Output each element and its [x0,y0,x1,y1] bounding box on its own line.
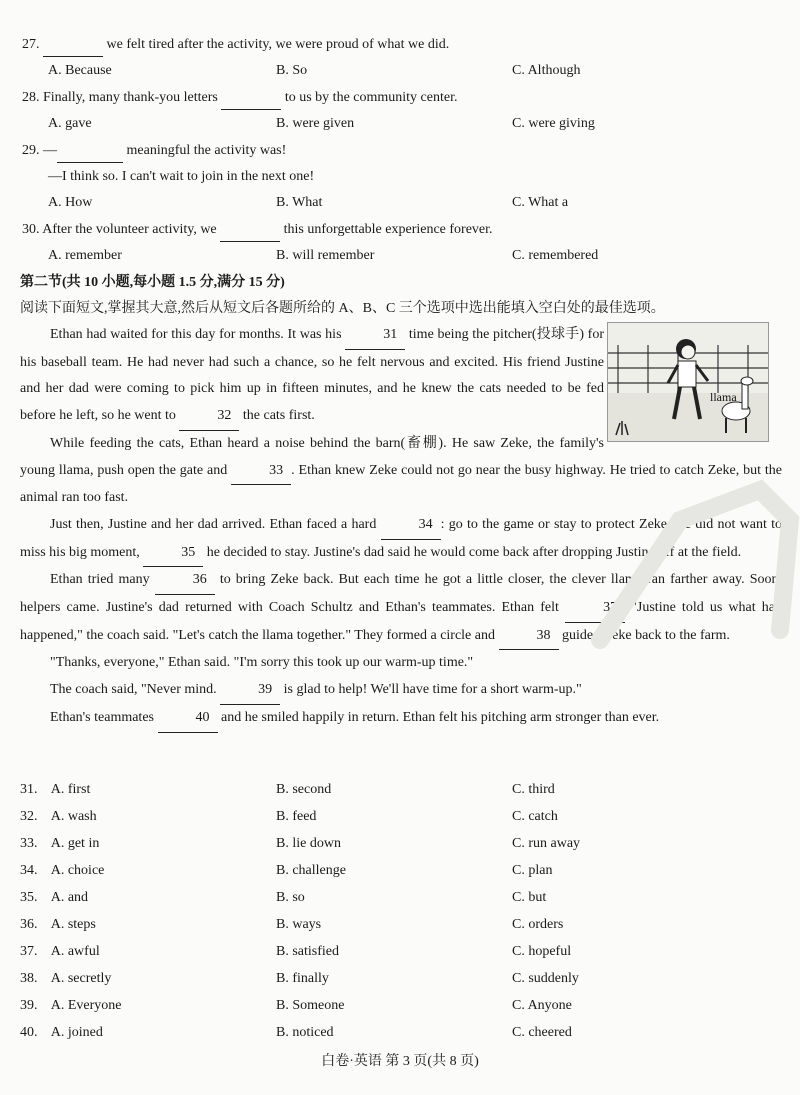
options-row-37: 37. A. awful [20,944,100,959]
option-c[interactable]: C. plan [512,863,553,878]
option-b[interactable]: B. will remember [276,248,375,263]
question-number: 27. [22,37,40,52]
question-number: 28. [22,90,40,105]
answer-blank[interactable] [221,87,281,110]
option-a[interactable]: A. How [48,195,93,210]
boy-and-llama-drawing [608,323,768,441]
option-c[interactable]: C. orders [512,917,564,932]
option-c[interactable]: C. were giving [512,116,595,131]
question-text: this unforgettable experience forever. [280,222,493,237]
option-b[interactable]: B. so [276,890,305,905]
question-text: After the volunteer activity, we [42,222,221,237]
answer-blank[interactable] [43,34,103,57]
paragraph-7: Ethan's teammates 40 and he smiled happily in return. Ethan felt his pitching arm stronger than ever. [20,705,782,733]
option-c[interactable]: C. remembered [512,248,599,263]
question-text: Finally, many thank-you letters [43,90,222,105]
question-text: we felt tired after the activity, we were proud of what we did. [103,37,450,52]
llama-label: llama [710,390,737,404]
option-a[interactable]: A. Because [48,63,112,78]
question-number: 29. [22,143,40,158]
option-a[interactable]: A. joined [50,1025,103,1040]
options-row-40: 40. A. joined [20,1025,103,1040]
question-27 [22,34,782,57]
blank-37[interactable]: 37 [565,595,625,623]
page-footer: 白卷·英语 第 3 页(共 8 页) [321,1054,479,1069]
option-b[interactable]: B. finally [276,971,329,986]
option-a[interactable]: A. gave [48,116,92,131]
question-29 [22,140,782,163]
option-b[interactable]: B. noticed [276,1025,334,1040]
answer-blank[interactable] [220,219,280,242]
option-c[interactable]: C. catch [512,809,558,824]
option-a[interactable]: A. get in [50,836,100,851]
options-row-34: 34. A. choice [20,863,105,878]
paragraph-4: Ethan tried many 36 to bring Zeke back. But each time he got a little closer, the clever llama ran farther away. Soon, helpers came. Justine's dad returned with Coach Schultz and Ethan's teammates. Ethan felt 37 "Justine told us what had happened," the coach said. "Let's catch the llama together." They formed a circle and 38 guided Zeke back to the farm. [20,567,782,650]
paragraph-6: The coach said, "Never mind. 39 is glad to help! We'll have time for a short warm-up." [20,677,782,705]
options-row-32: 32. A. wash [20,809,97,824]
options-row-38: 38. A. secretly [20,971,112,986]
section-heading: 第二节(共 10 小题,每小题 1.5 分,满分 15 分) [20,275,285,290]
question-number: 30. [22,222,40,237]
options-row-39: 39. A. Everyone [20,998,122,1013]
option-b[interactable]: B. satisfied [276,944,339,959]
option-b[interactable]: B. ways [276,917,322,932]
option-c[interactable]: C. run away [512,836,581,851]
option-b[interactable]: B. second [276,782,332,797]
option-b[interactable]: B. What [276,195,323,210]
blank-39[interactable]: 39 [220,677,280,705]
option-b[interactable]: B. feed [276,809,317,824]
blank-32[interactable]: 32 [179,403,239,431]
option-a[interactable]: A. awful [50,944,100,959]
option-b[interactable]: B. So [276,63,308,78]
option-a[interactable]: A. first [50,782,91,797]
option-b[interactable]: B. lie down [276,836,341,851]
option-a[interactable]: A. remember [48,248,122,263]
question-text: to us by the community center. [281,90,458,105]
question-text: meaningful the activity was! [123,143,287,158]
blank-38[interactable]: 38 [499,623,559,651]
blank-36[interactable]: 36 [155,567,215,595]
option-a[interactable]: A. and [50,890,89,905]
paragraph-1: Ethan had waited for this day for months. It was his 31 time being the pitcher(投球手) for his baseball team. He had never had such a chance, so he felt nervous and excited. His friend Justine and her dad were coming to pick him up in fifteen minutes, and he knew the cats needed to be fed before he left, so he went to 32 the cats first. [20,322,782,431]
option-a[interactable]: A. wash [50,809,97,824]
option-c[interactable]: C. cheered [512,1025,572,1040]
options-row-36: 36. A. steps [20,917,96,932]
blank-34[interactable]: 34 [381,512,441,540]
option-c[interactable]: C. third [512,782,555,797]
dialogue-reply: —I think so. I can't wait to join in the next one! [48,169,315,184]
options-row-31: 31. A. first [20,782,91,797]
options-row-33: 33. A. get in [20,836,100,851]
option-c[interactable]: C. suddenly [512,971,579,986]
option-c[interactable]: C. Although [512,63,581,78]
blank-35[interactable]: 35 [143,540,203,568]
paragraph-3: Just then, Justine and her dad arrived. Ethan faced a hard 34 : go to the game or stay to protect Zeke. He did not want to miss his big moment, 35 he decided to stay. Justine's dad said he would come back after dropping Justine off at the field. [20,512,782,567]
option-b[interactable]: B. challenge [276,863,346,878]
paragraph-5: "Thanks, everyone," Ethan said. "I'm sorry this took up our warm-up time." [50,655,474,671]
blank-31[interactable]: 31 [345,322,405,350]
option-b[interactable]: B. Someone [276,998,345,1013]
question-28 [22,87,782,110]
option-a[interactable]: A. secretly [50,971,112,986]
option-c[interactable]: C. What a [512,195,569,210]
option-c[interactable]: C. hopeful [512,944,572,959]
option-c[interactable]: C. but [512,890,547,905]
option-b[interactable]: B. were given [276,116,355,131]
question-30 [22,219,782,242]
question-text: — [43,143,57,158]
blank-40[interactable]: 40 [158,705,218,733]
option-a[interactable]: A. choice [50,863,105,878]
option-a[interactable]: A. Everyone [50,998,122,1013]
llama-illustration [607,322,769,442]
option-c[interactable]: C. Anyone [512,998,572,1013]
answer-blank[interactable] [57,140,123,163]
section-instruction: 阅读下面短文,掌握其大意,然后从短文后各题所给的 A、B、C 三个选项中选出能填入空白处的最佳选项。 [20,301,665,316]
options-row-35: 35. A. and [20,890,89,905]
paragraph-2: While feeding the cats, Ethan heard a noise behind the barn(畜棚). He saw Zeke, the family's young llama, push open the gate and 33 . Ethan knew Zeke could not go near the busy highway. He tried to catch Zeke, but the animal ran too fast. [20,435,782,506]
blank-33[interactable]: 33 [231,458,291,486]
option-a[interactable]: A. steps [50,917,96,932]
